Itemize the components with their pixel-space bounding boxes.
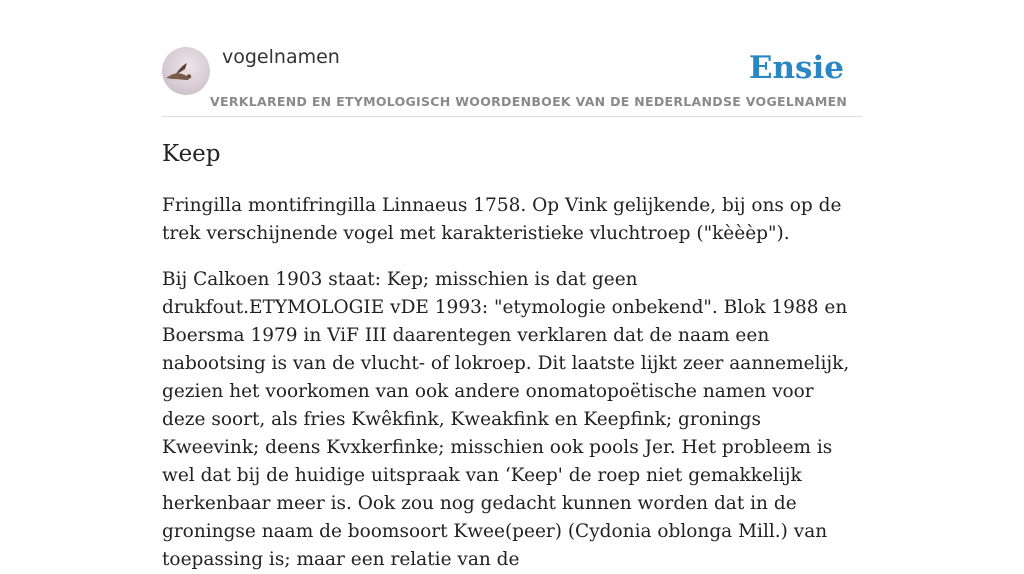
entry-paragraph: Fringilla montifringilla Linnaeus 1758. Op Vink gelijkende, bij ons op de trek verschijnende vogel met karakteristieke vluchtroep ("kèèèp"). xyxy=(162,195,842,244)
dictionary-name-link[interactable]: vogelnamen xyxy=(222,46,340,68)
dictionary-avatar[interactable] xyxy=(162,47,210,95)
entry-title: Keep xyxy=(162,141,221,167)
ensie-logo-link[interactable]: Ensie xyxy=(748,50,844,86)
entry-paragraph: Bij Calkoen 1903 staat: Kep; misschien is dat geen drukfout.ETYMOLOGIE vDE 1993: "etymologie onbekend". Blok 1988 en Boersma 1979 in ViF III daarentegen verklaren dat de naam een nabootsing is van de vlucht- of lokroep. Dit laatste lijkt zeer aannemelijk, gezien het voorkomen van ook andere onomatopoëtische namen voor deze soort, als fries Kwêkfink, Kweakfink en Keepfink; gronings Kweevink; deens Kvxkerfinke; misschien ook pools Jer. Het probleem is wel dat bij de huidige uitspraak van ‘Keep' de roep niet gemakkelijk herkenbaar meer is. Ook zou nog gedacht kunnen worden dat in de groningse naam de boomsoort Kwee(peer) (Cydonia oblonga Mill.) van toepassing is; maar een relatie van de xyxy=(162,269,850,570)
header xyxy=(162,44,862,117)
entry-content xyxy=(162,138,862,574)
bird-icon xyxy=(162,47,210,95)
dictionary-subtitle: VERKLAREND EN ETYMOLOGISCH WOORDENBOEK VAN DE NEDERLANDSE VOGELNAMEN xyxy=(210,94,848,109)
